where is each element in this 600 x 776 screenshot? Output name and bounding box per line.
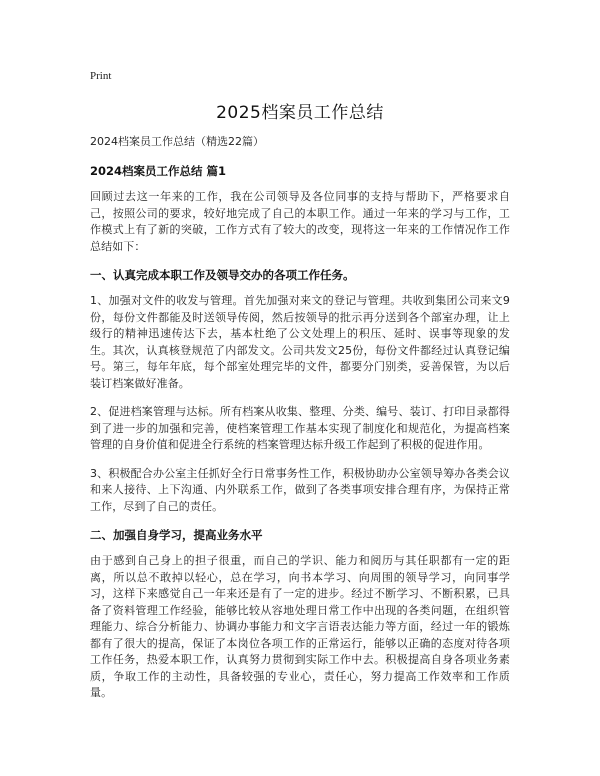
document-subtitle: 2024档案员工作总结（精选22篇） <box>90 135 264 148</box>
page-title: 2025档案员工作总结 <box>216 103 384 123</box>
section1-paragraph-3: 3、积极配合办公室主任抓好全行日常事务性工作，积极协助办公室领导筹办各类会议和来人接待、上下沟通、内外联系工作，做到了各类事项安排合理有序，为保持正常工作，尽到了自己的责任。 <box>90 466 510 513</box>
section-heading-2: 二、加强自身学习，提高业务水平 <box>90 528 263 542</box>
section1-paragraph-2: 2、促进档案管理与达标。所有档案从收集、整理、分类、编号、装订、打印目录都得到了进一步的加强和完善，使档案管理工作基本实现了制度化和规范化，为提高档案管理的自身价值和促进全行系统的档案管理达标升级工作起到了积极的促进作用。 <box>90 405 510 451</box>
section1-paragraph-1: 1、加强对文件的收发与管理。首先加强对来文的登记与管理。共收到集团公司来文9份，每份文件都能及时送领导传阅，然后按领导的批示再分送到各个部室办理，让上级行的精神迅速传达下去，基本杜绝了公文处理上的积压、延时、误事等现象的发生。其次，认真核登规范了内部发文。公司共发文25份，每份文件都经过认真登记编号。第三，每年年底，每个部室处理完毕的文件，都要分门别类，妥善保管，为以后装订档案做好准备。 <box>90 294 510 390</box>
section2-paragraph-1: 由于感到自己身上的担子很重，而自己的学识、能力和阅历与其任职都有一定的距离，所以总不敢掉以轻心，总在学习，向书本学习、向周围的领导学习，向同事学习，这样下来感觉自己一年来还是有了一定的进步。经过不断学习、不断积累，已具备了资料管理工作经验，能够比较从容地处理日常工作中出现的各类问题，在组织管理能力、综合分析能力、协调办事能力和文字言语表达能力等方面，经过一年的锻炼都有了很大的提高，保证了本岗位各项工作的正常运行，能够以正确的态度对待各项工作任务，热爱本职工作，认真努力贯彻到实际工作中去。积极提高自身各项业务素质，争取工作的主动性，具备较强的专业心，责任心，努力提高工作效率和工作质量。 <box>90 554 510 699</box>
intro-paragraph: 回顾过去这一年来的工作，我在公司领导及各位同事的支持与帮助下，严格要求自己，按照公司的要求，较好地完成了自己的本职工作。通过一年来的学习与工作，工作模式上有了新的突破，工作方式有了较大的改变，现将这一年来的工作情况作工作总结如下： <box>90 190 510 253</box>
document-body <box>90 134 510 714</box>
article-heading: 2024档案员工作总结 篇1 <box>90 164 227 178</box>
print-link[interactable]: Print <box>90 70 112 82</box>
section-heading-1: 一、认真完成本职工作及领导交办的各项工作任务。 <box>90 268 355 282</box>
